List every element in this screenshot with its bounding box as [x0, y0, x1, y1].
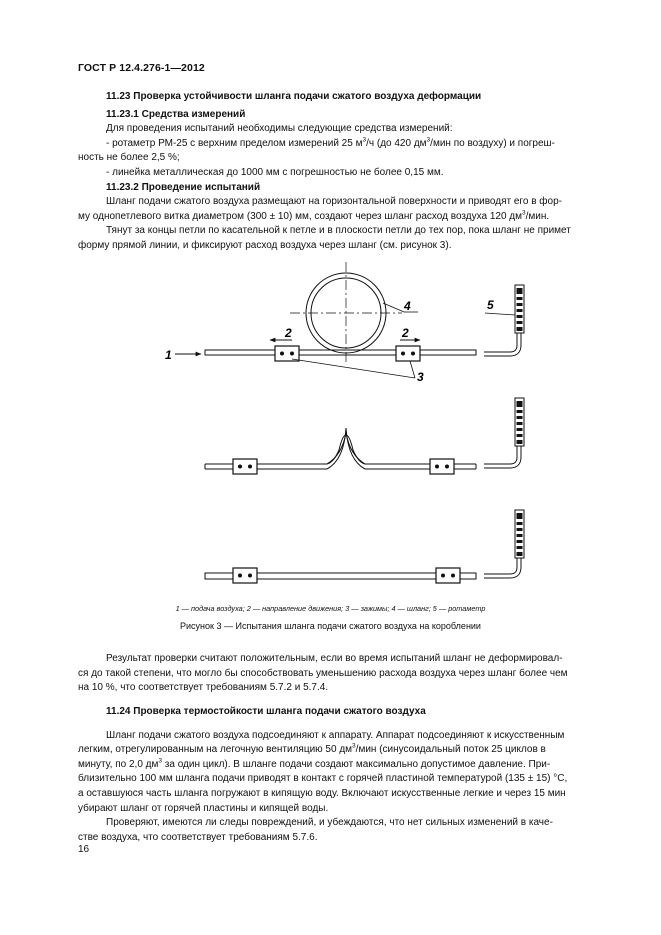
instrument-item-rotameter: - ротаметр РМ-25 с верхним пределом измерений 25 $м^3/ч$ (до 420 $дм^3$/мин по воздуху) и погреш- — [106, 136, 555, 149]
clamp-left-1 — [275, 346, 299, 361]
subsection-title-11-23-2: 11.23.2 Проведение испытаний — [106, 181, 261, 193]
figure-caption: Рисунок 3 — Испытания шланга подачи сжатого воздуха на короблении — [180, 621, 481, 631]
section-11-24: 11.24 Проверка термостойкости шланга подачи сжатого воздуха Шланг подачи сжатого воздуха подсоединяют к аппарату. Аппарат подсоединяют к искусственным легким, отрегулированным на легочную вентиляцию 50 $дм^3$/мин (синусоидальный поток 25 циклов в минуту, по 2,0 $дм^3$ за один цикл). В шланге подачи создают максимально допустимое давление. При- близительно 100 мм шланга подачи приводят в контакт с горячей пластиной температурой (135 ± 15) °С, а оставшуюся часть шланга погружают в кипящую воду. Включают искусственные легкие и через 15 мин убирают шланг от горячей пластины и кипящей воды. Проверяют, имеются ли следы повреждений, и убеждаются, что нет сильных изменений в каче- стве воздуха, что соответствует требованиям 5.7.6. — [78, 705, 583, 845]
instrument-item-rotameter-cont: ность не более 2,5 %; — [78, 152, 180, 164]
procedure-paragraph-1a: Шланг подачи сжатого воздуха размещают на горизонтальной поверхности и приводят его в фор- — [106, 196, 562, 208]
section-title-11-24: 11.24 Проверка термостойкости шланга подачи сжатого воздуха — [106, 706, 426, 717]
figure-legend: 1 — подача воздуха; 2 — направление движения; 3 — зажимы; 4 — шланг; 5 — ротаметр — [175, 604, 486, 613]
rotameter-1 — [515, 285, 524, 333]
rotameter-hose-3 — [484, 553, 519, 576]
section-title-11-23: 11.23 Проверка устойчивости шланга подачи сжатого воздуха деформации — [106, 91, 482, 102]
callout-3-leader-a — [292, 359, 415, 378]
standard-header: ГОСТ Р 12.4.276-1—2012 — [78, 62, 205, 74]
callout-3: 3 — [417, 370, 424, 384]
hose-straight-row — [205, 510, 524, 583]
page-number: 16 — [78, 844, 90, 855]
callout-2-left: 2 — [285, 326, 292, 340]
subsection-title-11-23-1: 11.23.1 Средства измерений — [106, 108, 246, 120]
rotameter-3 — [515, 510, 524, 558]
callout-5-leader — [485, 313, 515, 315]
callout-2-right: 2 — [402, 326, 409, 340]
procedure-paragraph-2b: форму прямой линии, и фиксируют расход воздуха через шланг (см. рисунок 3). — [78, 239, 452, 251]
clamp-left-2 — [233, 459, 257, 474]
callout-5: 5 — [487, 298, 494, 312]
measurement-intro: Для проведения испытаний необходимы следующие средства измерений: — [106, 123, 453, 135]
procedure-paragraph-1b: му однопетлевого витка диаметром (300 ± 10) мм, создают через шланг расход воздуха 120 $дм^3$/мин. — [78, 209, 550, 222]
instrument-item-ruler: - линейка металлическая до 1000 мм с погрешностью не более 0,15 мм. — [106, 166, 444, 178]
section-11-23 — [78, 90, 583, 254]
hose-arc-inner — [327, 433, 365, 464]
rotameter-hose-1 — [484, 330, 519, 354]
callout-3-leader-b — [410, 361, 415, 378]
figure-3-diagram — [78, 262, 583, 602]
clamp-right-2 — [430, 459, 454, 474]
callout-1: 1 — [165, 348, 172, 362]
hose-loop-row — [165, 262, 524, 384]
hose-arc-row — [205, 398, 524, 474]
clamp-right-3 — [436, 568, 460, 583]
procedure-paragraph-2a: Тянут за концы петли по касательной к петле и в плоскости петли до тех пор, пока шланг не примет — [106, 225, 571, 237]
rotameter-2 — [515, 398, 524, 446]
callout-4: 4 — [404, 299, 411, 313]
clamp-left-3 — [233, 568, 257, 583]
clamp-right-1 — [396, 346, 420, 361]
rotameter-hose-2 — [484, 443, 519, 466]
result-paragraph: Результат проверки считают положительным, если во время испытаний шланг не деформировал- ся до такой степени, что могло бы способствовать уменьшению расхода воздуха через шланг более чем на 10 %, что соответствует требованиям 5.7.2 и 5.7.4. — [78, 653, 568, 694]
